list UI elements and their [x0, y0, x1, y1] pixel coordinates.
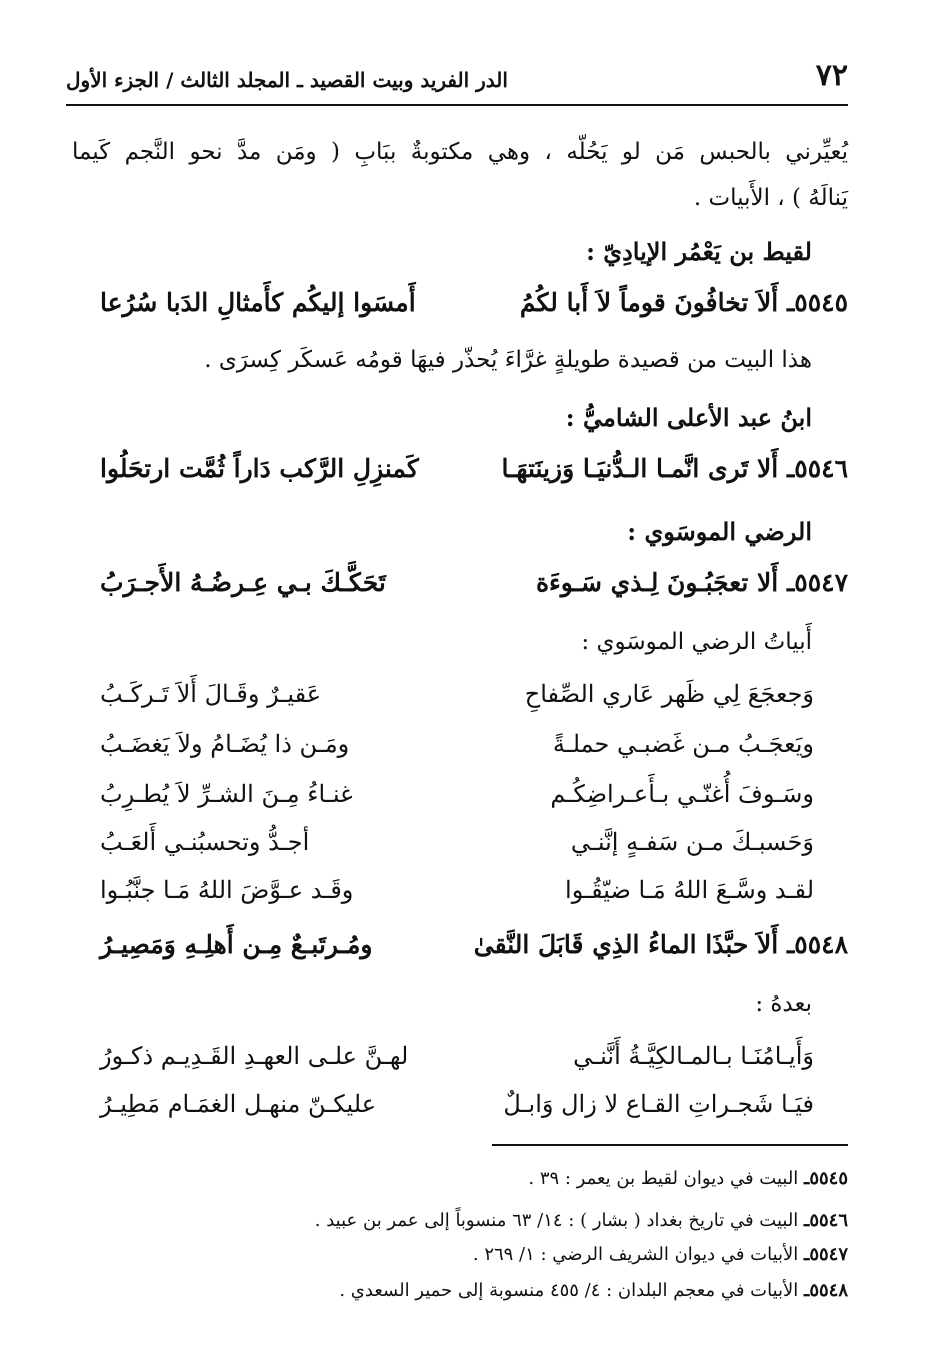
footnote: [528, 1168, 848, 1189]
verse-5545: [100, 288, 848, 328]
second-hemistich: عَقيـرٌ وقَـالَ أَلاَ تَـركَـبُ: [100, 680, 322, 708]
hemistich-text: أَلا تعجَبُـونَ لِـذي سَـوءَة: [535, 568, 779, 597]
second-hemistich: غنـاءُ مِـنَ الشـرِّ لاَ يُطـرِبُ: [100, 780, 353, 808]
poem1-line: [100, 680, 848, 720]
verse-5546-first-hemistich: [501, 454, 848, 483]
verse-5545-first-hemistich: [520, 288, 848, 317]
footnote-number: ٥٥٤٥ـ: [804, 1168, 848, 1189]
verse-5545-second-hemistich: أَمسَوا إليكُم كأَمثالِ الدَبا سُرُعا: [100, 288, 416, 317]
poem1-line: [100, 828, 848, 868]
first-hemistich: وَحَسبـكَ مـن سَفـهٍ إنَّنـي: [570, 828, 814, 856]
footnote: [473, 1244, 848, 1265]
note-5545: هذا البيت من قصيدة طويلةٍ غرَّاءَ يُحذّر فيهَا قومُه عَسكَر كِسرَى .: [204, 347, 812, 373]
poem2-line: [100, 1090, 848, 1130]
header-rule: [66, 104, 848, 106]
hemistich-text: أَلاَ حبَّذَا الماءُ الذِي قَابَلَ النَّقىٰ: [473, 930, 779, 959]
verse-number: ٥٥٤٧ـ: [786, 568, 848, 597]
verse-number: ٥٥٤٨ـ: [786, 930, 848, 959]
verse-5548-first-hemistich: [474, 930, 848, 959]
verse-5547-second-hemistich: تَحَكَّـكَ بـي عِـرضُـهُ الأَجـرَبُ: [100, 568, 386, 597]
poet-heading-ibn-abd-al-ala: ابنُ عبد الأعلى الشاميُّ :: [565, 403, 812, 432]
footnote-separator: [492, 1144, 848, 1146]
page-header: [66, 58, 848, 104]
verse-number: ٥٥٤٥ـ: [786, 288, 848, 317]
poem1-line: [100, 780, 848, 820]
footnote-text: الأبيات في ديوان الشريف الرضي : ١/ ٢٦٩ .: [472, 1244, 799, 1265]
verse-5547-first-hemistich: [536, 568, 848, 597]
footnote-number: ٥٥٤٦ـ: [804, 1210, 848, 1231]
poet-heading-laqit: لقيط بن يَعْمُر الإيادِيّ :: [586, 237, 812, 266]
poet-heading-al-radi: الرضي الموسَوي :: [627, 517, 812, 546]
running-title: الدر الفريد وبيت القصيد ـ المجلد الثالث / الجزء الأول: [66, 68, 508, 92]
after-it-label: بعدهُ :: [755, 991, 812, 1017]
poem1-line: [100, 730, 848, 770]
footnote-text: الأبيات في معجم البلدان : ٤/ ٤٥٥ منسوبة إلى حمير السعدي .: [339, 1280, 799, 1301]
footnote: [315, 1210, 848, 1231]
first-hemistich: ويَعجَـبُ مـن غَضبـي حملـةً: [552, 730, 814, 758]
poem-heading-al-radi: أَبياتُ الرضي الموسَوي :: [581, 629, 812, 655]
hemistich-text: أَلاَ تخافُونَ قوماً لاَ أَبا لكُمُ: [519, 288, 779, 317]
footnote-number: ٥٥٤٧ـ: [804, 1244, 848, 1265]
verse-5546: [100, 454, 848, 494]
first-hemistich: وَأَيـامُنَـا بـالمـالكِيَّـةُ أَنَّنـي: [573, 1042, 814, 1070]
first-hemistich: وسَـوفَ أُغنّـي بـأَعـراضِكُـم: [550, 780, 814, 808]
intro-line-1: يُعيِّرني بالحبس مَن لو يَحُلّه ، وهي مكتوبةٌ ببَابِ ( ومَن مدَّ نحو النَّجم كَيما: [72, 139, 848, 165]
second-hemistich: وقَـد عـوَّضَ اللهُ مَـا جنَّبُـوا: [100, 876, 354, 904]
second-hemistich: أجـدُّ وتحسبُنـي أَلعَـبُ: [100, 828, 310, 856]
page-number: ٧٢: [815, 58, 848, 93]
first-hemistich: وَجعجَعَ لِي ظَهر عَاري الصِّفاحِ: [524, 680, 814, 708]
footnote: [339, 1280, 848, 1301]
footnote-number: ٥٥٤٨ـ: [804, 1280, 848, 1301]
poem2-line: [100, 1042, 848, 1082]
second-hemistich: لهـنَّ علـى العهـدِ القَـدِيـم ذكـورُ: [100, 1042, 409, 1070]
first-hemistich: لقـد وسَّـعَ اللهُ مَـا ضيّقُـوا: [565, 876, 814, 904]
second-hemistich: ومَـن ذا يُضَـامُ ولاَ يَغضَـبُ: [100, 730, 350, 758]
footnote-text: البيت في تاريخ بغداد ( بشار ) : ١٤/ ٦٣ منسوباً إلى عمر بن عبيد .: [314, 1210, 799, 1231]
poem1-line: [100, 876, 848, 916]
verse-number: ٥٥٤٦ـ: [786, 454, 848, 483]
hemistich-text: أَلا تَرى انَّمـا الـدُّنيَـا وَزينَتهَـا: [501, 454, 779, 483]
second-hemistich: عليكـنّ منهـل الغمَـام مَطِيـرُ: [100, 1090, 377, 1118]
verse-5548: [100, 930, 848, 970]
verse-5548-second-hemistich: ومُـرتَبـعٌ مِـن أَهلِـهِ وَمَصِيـرُ: [100, 930, 373, 959]
verse-5547: [100, 568, 848, 608]
footnote-text: البيت في ديوان لقيط بن يعمر : ٣٩ .: [528, 1168, 799, 1189]
intro-line-2: يَنالَهُ ) ، الأَبيات .: [693, 185, 848, 211]
first-hemistich: فيَـا شَجـراتِ القـاع لا زال وَابـلٌ: [503, 1090, 814, 1118]
verse-5546-second-hemistich: كَمنزِلِ الرَّكب دَاراً ثُمَّت ارتحَلُوا: [100, 454, 419, 483]
